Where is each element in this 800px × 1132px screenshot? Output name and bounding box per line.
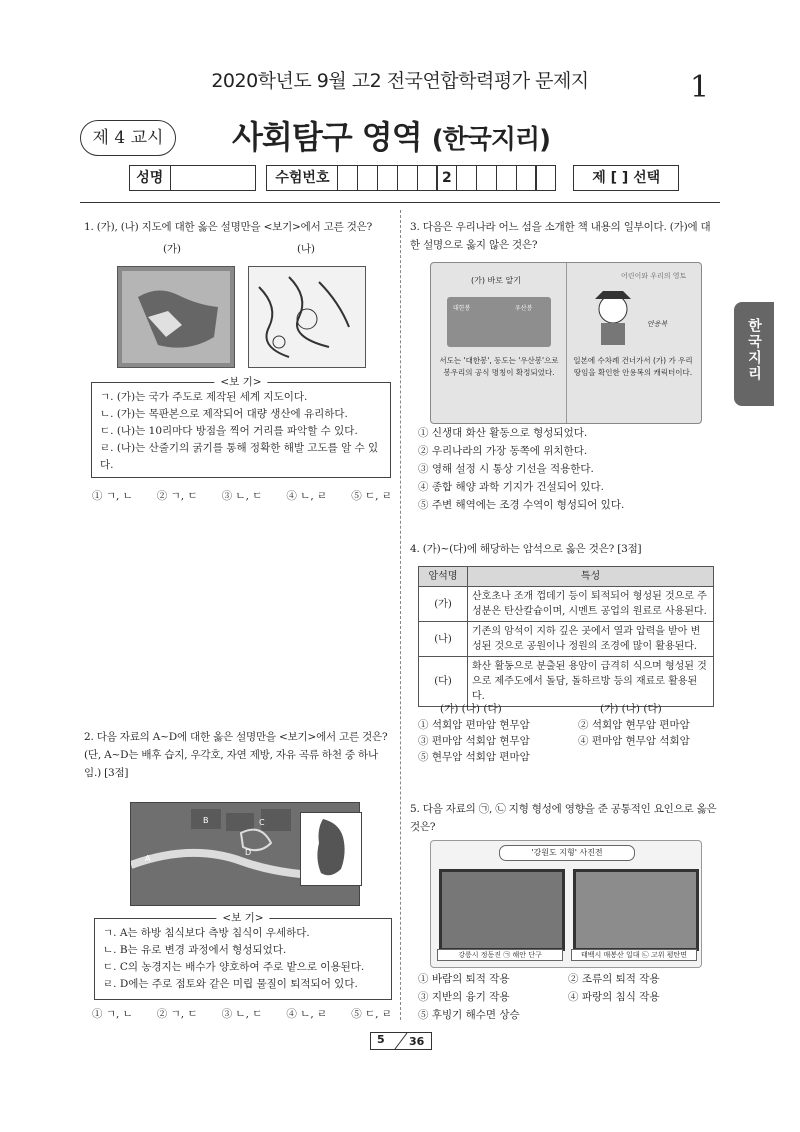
- subject-title: [232, 112, 550, 158]
- q3-choice[interactable]: ② 우리나라의 가장 동쪽에 위치한다.: [418, 445, 588, 457]
- q2-bogi-item: ㄴ. B는 유로 변경 과정에서 형성되었다.: [103, 944, 287, 956]
- footer-page: 5: [377, 1033, 385, 1046]
- character-icon: [583, 285, 643, 349]
- exhibit-title: '강원도 지형' 사진전: [499, 845, 635, 861]
- table-row: [419, 587, 714, 622]
- q5-choice[interactable]: ① 바람의 퇴적 작용: [418, 973, 510, 985]
- q2-bogi-item: ㄷ. C의 농경지는 배수가 양호하여 주로 밭으로 이용된다.: [103, 961, 365, 973]
- exam-no-box[interactable]: [456, 165, 477, 191]
- q1-choice[interactable]: ③ ㄴ, ㄷ: [221, 490, 263, 502]
- caption-right: 태백시 매봉산 일대 ㉡ 고위 평탄면: [571, 949, 697, 961]
- book-left-title: (가) 바로 알기: [471, 276, 521, 285]
- q1-map-a-image: [117, 266, 235, 368]
- exam-no-box[interactable]: [476, 165, 497, 191]
- q4-choice[interactable]: ④ 편마암 현무암 석회암: [578, 735, 690, 747]
- label-c: C: [259, 818, 265, 827]
- q5-choice[interactable]: ② 조류의 퇴적 작용: [568, 973, 660, 985]
- subject-main: 사회탐구 영역: [232, 118, 422, 156]
- page-number: 1: [690, 70, 710, 105]
- q1-choice[interactable]: ④ ㄴ, ㄹ: [286, 490, 328, 502]
- q2-korea-inset-map: [300, 812, 362, 886]
- q2-choices: [92, 1006, 392, 1021]
- subject-side-tab: 한국지리: [734, 302, 774, 406]
- exam-no-box[interactable]: [535, 165, 556, 191]
- name-label: 성명: [129, 165, 171, 191]
- label-a: A: [145, 854, 151, 863]
- table-header: 특성: [468, 567, 714, 587]
- island-label-east: 우산봉: [515, 305, 533, 312]
- table-row: [419, 657, 714, 707]
- rock-desc: 화산 활동으로 분출된 용암이 급격히 식으며 형성된 것으로 제주도에서 돌담, 돌하르방 등의 재료로 활용된다.: [468, 657, 714, 707]
- header-rule: [80, 202, 720, 203]
- q2-choice[interactable]: ① ㄱ, ㄴ: [92, 1008, 133, 1020]
- label-b: B: [203, 816, 209, 825]
- q1-choices: [92, 488, 392, 503]
- q1-bogi-item: ㄹ. (나)는 산줄기의 굵기를 통해 정확한 해발 고도를 알 수 있다.: [100, 442, 379, 471]
- q4-stem: 4. (가)~(다)에 해당하는 암석으로 옳은 것은? [3점]: [410, 543, 642, 555]
- column-divider: [400, 210, 402, 1020]
- q1-map-b-label: (나): [297, 243, 315, 255]
- q5-choice[interactable]: ③ 지반의 융기 작용: [418, 991, 510, 1003]
- q5-choice[interactable]: ⑤ 후빙기 해수면 상승: [418, 1009, 520, 1021]
- book-left-text: 서도는 '대한봉', 동도는 '우산봉'으로 봉우리의 공식 명칭이 확정되었다.: [439, 356, 559, 377]
- q2-bogi-title: <보 기>: [216, 910, 269, 927]
- q1-map-a-label: (가): [163, 243, 181, 255]
- rock-name: (다): [419, 657, 468, 707]
- exam-title: 2020학년도 9월 고2 전국연합학력평가 문제지: [211, 70, 589, 92]
- q3-book-illustration: [430, 262, 702, 424]
- table-header: 암석명: [419, 567, 468, 587]
- q3-choice[interactable]: ⑤ 주변 해역에는 조경 수역이 형성되어 있다.: [418, 499, 625, 511]
- q1-stem: 1. (가), (나) 지도에 대한 옳은 설명만을 <보기>에서 고른 것은?: [84, 221, 373, 233]
- exam-no-box[interactable]: [377, 165, 398, 191]
- q5-choice[interactable]: ④ 파랑의 침식 작용: [568, 991, 660, 1003]
- exam-no-box[interactable]: [516, 165, 537, 191]
- q2-stem: 2. 다음 자료의 A~D에 대한 옳은 설명만을 <보기>에서 고른 것은? (단, A~D는 배후 습지, 우각호, 자연 제방, 자유 곡류 하천 중 하나임.) [3점]: [84, 731, 388, 779]
- q4-choice[interactable]: ① 석회암 편마암 현무암: [418, 719, 530, 731]
- world-map-illustration: [118, 267, 234, 367]
- q1-bogi-box: [91, 376, 391, 478]
- q5-exhibit: [430, 840, 702, 968]
- exam-no-box[interactable]: [357, 165, 378, 191]
- rock-name: (나): [419, 622, 468, 657]
- q1-choice[interactable]: ⑤ ㄷ, ㄹ: [351, 490, 392, 502]
- q3-choice[interactable]: ④ 종합 해양 과학 기지가 건설되어 있다.: [418, 481, 605, 493]
- page-footer: [370, 1032, 432, 1050]
- q3-choice[interactable]: ③ 영해 설정 시 통상 기선을 적용한다.: [418, 463, 594, 475]
- photo-highland-plateau: [573, 869, 699, 951]
- q4-choice[interactable]: ② 석회암 현무암 편마암: [578, 719, 690, 731]
- exam-no-box[interactable]: [337, 165, 358, 191]
- photo-coastal-terrace: [439, 869, 565, 951]
- select-field[interactable]: 제 [ ] 선택: [573, 165, 679, 191]
- book-right-title: 어린이와 우리의 영토: [621, 272, 687, 280]
- q2-choice[interactable]: ③ ㄴ, ㄷ: [221, 1008, 263, 1020]
- period-badge: 제 4 교시: [80, 120, 176, 156]
- q2-choice[interactable]: ② ㄱ, ㄷ: [156, 1008, 198, 1020]
- footer-total: 36: [409, 1035, 425, 1048]
- exam-no-box[interactable]: [417, 165, 438, 191]
- q1-choice[interactable]: ② ㄱ, ㄷ: [156, 490, 198, 502]
- rock-desc: 기존의 암석이 지하 깊은 곳에서 열과 압력을 받아 변성된 것으로 공원이나 정원의 조경에 많이 활용된다.: [468, 622, 714, 657]
- subject-sub: (한국지리): [431, 125, 550, 155]
- q2-bogi-item: ㄹ. D에는 주로 점토와 같은 미립 물질이 퇴적되어 있다.: [103, 978, 358, 990]
- book-right-text: 일본에 수차례 건너가서 (가) 가 우리 땅임을 확인한 안용복의 캐릭터이다.: [573, 356, 693, 377]
- exam-no-label: 수험번호: [266, 165, 338, 191]
- exam-no-digit: 2: [436, 165, 457, 191]
- q1-bogi-item: ㄱ. (가)는 국가 주도로 제작된 세계 지도이다.: [100, 391, 308, 403]
- q5-stem: 5. 다음 자료의 ㉠, ㉡ 지형 형성에 영향을 준 공통적인 요인으로 옳은 것은?: [410, 803, 717, 833]
- name-field[interactable]: [170, 165, 256, 191]
- q4-choice-header-2: (가) (나) (다): [600, 703, 662, 715]
- q2-bogi-box: [94, 912, 392, 1000]
- q4-choice[interactable]: ⑤ 현무암 석회암 편마암: [418, 751, 530, 763]
- island-label-west: 대한봉: [453, 305, 471, 312]
- q4-choice-header: (가) (나) (다): [440, 703, 502, 715]
- rock-name: (가): [419, 587, 468, 622]
- book-spine: [566, 263, 567, 423]
- table-row: [419, 622, 714, 657]
- q3-stem: 3. 다음은 우리나라 어느 섬을 소개한 책 내용의 일부이다. (가)에 대한 설명으로 옳지 않은 것은?: [410, 221, 711, 251]
- q2-bogi-item: ㄱ. A는 하방 침식보다 측방 침식이 우세하다.: [103, 927, 310, 939]
- q1-bogi-title: <보 기>: [214, 374, 267, 391]
- rock-desc: 산호초나 조개 껍데기 등이 퇴적되어 형성된 것으로 주 성분은 탄산칼슘이며, 시멘트 공업의 원료로 사용된다.: [468, 587, 714, 622]
- q1-choice[interactable]: ① ㄱ, ㄴ: [92, 490, 133, 502]
- student-info-bar: [130, 165, 679, 191]
- q2-choice[interactable]: ④ ㄴ, ㄹ: [286, 1008, 328, 1020]
- q1-bogi-item: ㄴ. (가)는 목판본으로 제작되어 대량 생산에 유리하다.: [100, 408, 348, 420]
- exam-no-box[interactable]: [496, 165, 517, 191]
- daedong-map-illustration: [249, 267, 365, 367]
- exam-no-box[interactable]: [397, 165, 418, 191]
- q2-choice[interactable]: ⑤ ㄷ, ㄹ: [351, 1008, 392, 1020]
- korea-outline-icon: [301, 813, 361, 885]
- q3-choices: [418, 424, 624, 514]
- character-name: 안용복: [647, 320, 668, 328]
- q4-choice[interactable]: ③ 편마암 석회암 현무암: [418, 735, 530, 747]
- caption-left: 강릉시 정동진 ㉠ 해안 단구: [437, 949, 563, 961]
- q1-bogi-item: ㄷ. (나)는 10리마다 방점을 찍어 거리를 파악할 수 있다.: [100, 425, 358, 437]
- q3-choice[interactable]: ① 신생대 화산 활동으로 형성되었다.: [418, 427, 588, 439]
- q1-map-b-image: [248, 266, 366, 368]
- q4-rock-table: [418, 566, 714, 707]
- label-d: D: [245, 848, 252, 857]
